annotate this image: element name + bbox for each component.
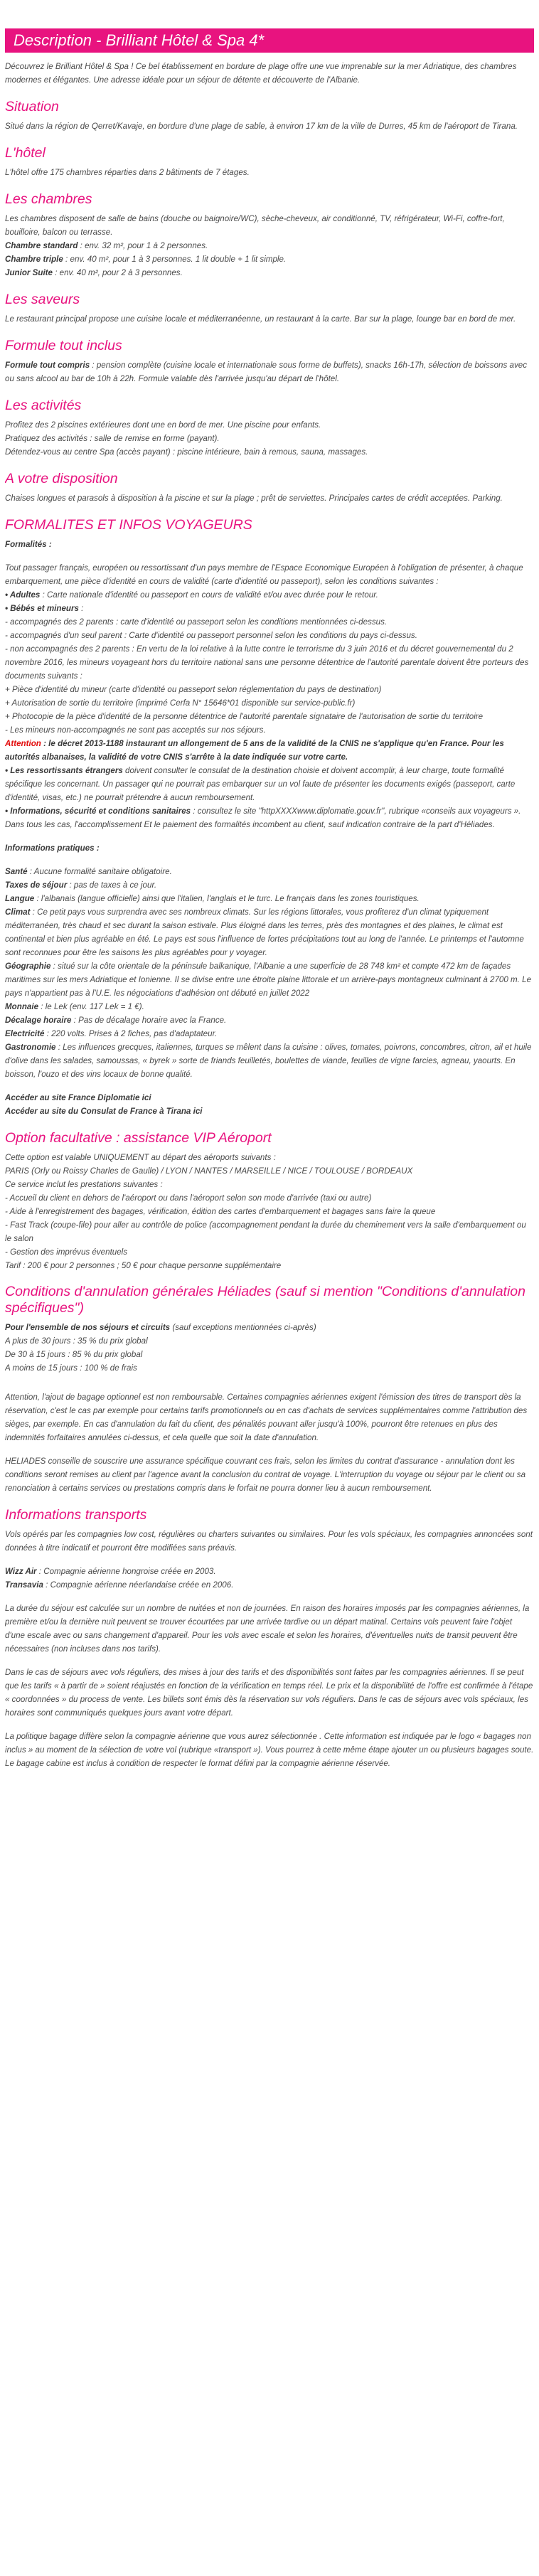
bebes-text: : — [78, 604, 84, 613]
section-title-disposition: A votre disposition — [5, 471, 118, 486]
infos-pratiques-title — [5, 841, 534, 855]
vip-line-7: - Gestion des imprévus éventuels — [5, 1247, 128, 1257]
attention-label: Attention — [5, 739, 41, 748]
chambre-standard-text: : env. 32 m², pour 1 à 2 personnes. — [78, 241, 208, 250]
vip-line-8: Tarif : 200 € pour 2 personnes ; 50 € pour chaque personne supplémentaire — [5, 1261, 282, 1270]
sante-label: Santé — [5, 867, 28, 876]
france-diplomatie-link-label: Accéder au site France Diplomatie ici — [5, 1093, 151, 1102]
bebes — [5, 602, 534, 615]
section-title-vip: Option facultative : assistance VIP Aéroport — [5, 1130, 272, 1146]
attention-text: : le décret 2013-1188 instaurant un allongement de 5 ans de la validité de la CNIS ne s'applique qu'en France. Pour les autorités albanaises, la validité de votre CNIS s'arrête à la date indiquée sur votre carte. — [5, 739, 504, 762]
page — [5, 0, 534, 1770]
chambre-standard — [5, 239, 534, 252]
transports-p3: Dans le cas de séjours avec vols réguliers, des mises à jour des tarifs et des disponibilités sont faites par les compagnies aériennes. Il se peut que les tarifs « à partir de » soient réajustés en fonction de la vérification en temps réel. Le prix et la disponibilité de l'offre est confirmée à l'étape « coordonnées » du process de vente. Les billets sont émis dès la réservation sur vols réguliers. Dans le cas de séjours avec vols spéciaux, les horaires sont communiqués quelques jours avant votre départ. — [5, 1668, 533, 1718]
junior-suite — [5, 266, 534, 280]
formalites-subtitle — [5, 538, 534, 551]
transavia-text: : Compagnie aérienne néerlandaise créée en 2006. — [43, 1580, 234, 1590]
section-title-saveurs: Les saveurs — [5, 292, 80, 307]
formalites-subtitle-label: Formalités : — [5, 540, 52, 549]
langue — [5, 892, 534, 905]
saveurs-text: Le restaurant principal propose une cuisine locale et méditerranéenne, un restaurant à la carte. Bar sur la plage, lounge bar en bord de mer. — [5, 314, 516, 324]
intro-text: Découvrez le Brilliant Hôtel & Spa ! Ce bel établissement en bordure de plage offre une vue imprenable sur la mer Adriatique, des chambres modernes et élégantes. Une adresse idéale pour un séjour de détente et découverte de l'Albanie. — [5, 62, 517, 85]
bebes-item-3: - non accompagnés des 2 parents : En vertu de la loi relative à la lutte contre le terrorisme du 3 juin 2016 et du décret gouvernemental du 2 novembre 2016, les mineurs voyageant hors du territoire national sans une personne détentrice de l'autorité parentale doivent être porteurs des documents suivants : — [5, 644, 529, 681]
vip-line-2: PARIS (Orly ou Roissy Charles de Gaulle) / LYON / NANTES / MARSEILLE / NICE / TOULOUSE / BORDEAUX — [5, 1166, 413, 1176]
infos-pratiques-label: Informations pratiques : — [5, 843, 100, 853]
wizz-air-text: : Compagnie aérienne hongroise créée en 2003. — [36, 1567, 216, 1576]
annulation-rule-2: De 30 à 15 jours : 85 % du prix global — [5, 1350, 143, 1359]
geographie-text: : situé sur la côte orientale de la péninsule balkanique, l'Albanie a une superficie de 28 748 km² et compte 472 km de façades maritimes sur les mers Adriatique et Ionienne. Il se divise entre une étroite plaine littorale et un arrière-pays montagneux culminant à 2700 m. Le pays n'appartient pas à l'U.E. les négociations d'adhésion ont débuté en juillet 2022 — [5, 962, 532, 998]
monnaie-text: : le Lek (env. 117 Lek = 1 €). — [38, 1002, 144, 1011]
electricite-text: : 220 volts. Prises à 2 fiches, pas d'adaptateur. — [44, 1029, 218, 1038]
decalage-text: : Pas de décalage horaire avec la France. — [71, 1016, 227, 1025]
electricite-label: Electricité — [5, 1029, 45, 1038]
consulat-tirana-link[interactable] — [5, 1107, 203, 1116]
wizz-air — [5, 1565, 534, 1578]
section-title-chambres: Les chambres — [5, 191, 92, 207]
taxes-text: : pas de taxes à ce jour. — [67, 880, 157, 890]
junior-suite-text: : env. 40 m², pour 2 à 3 personnes. — [53, 268, 183, 277]
taxes — [5, 878, 534, 892]
formule-label: Formule tout compris — [5, 361, 90, 370]
adultes-label: • Adultes — [5, 590, 41, 600]
ressortissants-label: • Les ressortissants étrangers — [5, 766, 123, 775]
informations-securite-label: • Informations, sécurité et conditions sanitaires — [5, 807, 191, 816]
section-title-formalites: FORMALITES ET INFOS VOYAGEURS — [5, 517, 252, 533]
activites-line-3: Détendez-vous au centre Spa (accès payant) : piscine intérieure, bain à remous, sauna, massages. — [5, 447, 368, 457]
adultes — [5, 588, 534, 602]
chambre-triple-label: Chambre triple — [5, 255, 63, 264]
section-title-transports: Informations transports — [5, 1507, 147, 1523]
section-title-formule: Formule tout inclus — [5, 338, 122, 353]
bebes-item-4: + Pièce d'identité du mineur (carte d'identité ou passeport selon réglementation du pays de destination) — [5, 685, 382, 694]
taxes-label: Taxes de séjour — [5, 880, 68, 890]
bebes-item-5: + Autorisation de sortie du territoire (imprimé Cerfa N° 15646*01 disponible sur service-public.fr) — [5, 698, 356, 708]
activites-line-2: Pratiquez des activités : salle de remise en forme (payant). — [5, 434, 220, 443]
description-banner: Description - Brilliant Hôtel & Spa 4* — [5, 28, 534, 53]
transavia — [5, 1578, 534, 1592]
annulation-p2: HELIADES conseille de souscrire une assurance spécifique couvrant ces frais, selon les limites du contrat d'assurance - annulation dont les conditions seront remises au client par l'agence avant la conclusion du contrat de voyage. L'interruption du voyage ou séjour par le client ou sa renonciation à certains services ou prestations compris dans le forfait ne pourra donner lieu à aucun remboursement. — [5, 1457, 526, 1493]
langue-label: Langue — [5, 894, 35, 903]
adultes-text: : Carte nationale d'identité ou passeport en cours de validité et/ou avec durée pour le retour. — [40, 590, 378, 600]
bebes-item-7: - Les mineurs non-accompagnés ne sont pas acceptés sur nos séjours. — [5, 725, 266, 735]
climat-label: Climat — [5, 908, 31, 917]
formalites-p1: Tout passager français, européen ou ressortissant d'un pays membre de l'Espace Economique Européen à l'obligation de présenter, à chaque embarquement, une pièce d'identité en cours de validité (carte d'identité ou passeport), selon les conditions suivantes : — [5, 563, 523, 586]
situation-text: Situé dans la région de Qerret/Kavaje, en bordure d'une plage de sable, à environ 17 km de la ville de Durres, 45 km de l'aéroport de Tirana. — [5, 122, 518, 131]
bebes-label: • Bébés et mineurs — [5, 604, 79, 613]
gastronomie-label: Gastronomie — [5, 1043, 56, 1052]
attention — [5, 737, 534, 764]
wizz-air-label: Wizz Air — [5, 1567, 37, 1576]
junior-suite-label: Junior Suite — [5, 268, 53, 277]
langue-text: : l'albanais (langue officielle) ainsi que l'italien, l'anglais et le turc. Le français dans les zones touristiques. — [34, 894, 420, 903]
chambres-text: Les chambres disposent de salle de bains (douche ou baignoire/WC), sèche-cheveux, air conditionné, TV, réfrigérateur, Wi-Fi, coffre-fort, bouilloire, balcon ou terrasse. — [5, 214, 505, 237]
ressortissants — [5, 764, 534, 804]
vip-line-4: - Accueil du client en dehors de l'aéroport ou dans l'aéroport selon son mode d'arrivée (taxi ou autre) — [5, 1193, 372, 1203]
section-title-situation: Situation — [5, 99, 59, 115]
vip-line-5: - Aide à l'enregistrement des bagages, vérification, édition des cartes d'embarquement et bagages sans faire la queue — [5, 1207, 436, 1216]
gastronomie-text: : Les influences grecques, italiennes, turques se mêlent dans la cuisine : olives, tomates, poivrons, concombres, citron, ail et huile d'olive dans les salades, samoussas, « byrek » sorte de friands feuilletés, boulettes de viande, feuilles de vigne farcies, agneau, yaourts. En boisson, l'ouzo et des vins locaux de bonne qualité. — [5, 1043, 532, 1079]
section-title-hotel: L'hôtel — [5, 145, 46, 161]
consulat-tirana-link-label: Accéder au site du Consulat de France à Tirana ici — [5, 1107, 203, 1116]
bebes-item-6: + Photocopie de la pièce d'identité de la personne détentrice de l'autorité parentale signataire de l'autorisation de sortie du territoire — [5, 712, 484, 721]
france-diplomatie-link[interactable] — [5, 1093, 151, 1102]
annulation-rule-3: A moins de 15 jours : 100 % de frais — [5, 1363, 137, 1373]
ressortissants-text: doivent consulter le consulat de la destination choisie et doivent accomplir, à leur charge, toute formalité spécifique les concernant. Un passager qui ne pourrait pas embarquer sur un vol faute de présenter les documents exigés (passeport, carte d'identité, visas, etc.) ne pourrait prétendre à aucun remboursement. — [5, 766, 516, 802]
climat — [5, 905, 534, 959]
formule-body: : pension complète (cuisine locale et internationale sous forme de buffets), snacks 16h-17h, sélection de boissons avec ou sans alcool au bar de 10h à 22h. Formule valable dès l'arrivée jusqu'au départ de l'hôtel. — [5, 361, 527, 383]
electricite — [5, 1027, 534, 1040]
annulation-subtitle — [5, 1321, 534, 1334]
annulation-subtitle-label: Pour l'ensemble de nos séjours et circuits — [5, 1323, 171, 1332]
vip-line-1: Cette option est valable UNIQUEMENT au départ des aéroports suivants : — [5, 1153, 276, 1162]
geographie — [5, 959, 534, 1000]
chambre-triple — [5, 252, 534, 266]
vip-line-3: Ce service inclut les prestations suivantes : — [5, 1180, 163, 1189]
decalage — [5, 1013, 534, 1027]
hotel-text: L'hôtel offre 175 chambres réparties dans 2 bâtiments de 7 étages. — [5, 168, 250, 177]
informations-securite-text: : consultez le site "httpXXXXwww.diplomatie.gouv.fr", rubrique «conseils aux voyageurs ». Dans tous les cas, l'accomplissement Et le paiement des formalités incombent au client, sauf indication contraire de la part d'Héliades. — [5, 807, 521, 829]
section-title-activites: Les activités — [5, 398, 82, 413]
decalage-label: Décalage horaire — [5, 1016, 72, 1025]
transports-p4: La politique bagage diffère selon la compagnie aérienne que vous aurez sélectionnée . Cette information est indiquée par le logo « bagages non inclus » au moment de la sélection de votre vol (rubrique «transport »). Vous pourrez à cette même étape ajouter un ou plusieurs bagages soute. Le bagage cabine est inclus à condition de respecter le format défini par la compagnie aérienne réservée. — [5, 1732, 534, 1768]
transavia-label: Transavia — [5, 1580, 43, 1590]
vip-line-6: - Fast Track (coupe-file) pour aller au contrôle de police (accompagnement pendant la durée du cheminement vers la salle d'embarquement ou le salon — [5, 1220, 526, 1243]
climat-text: : Ce petit pays vous surprendra avec ses nombreux climats. Sur les régions littorales, vous profiterez d'un climat typiquement méditerranéen, très chaud et sec durant la saison estivale. Plus éloigné dans les terres, près des montagnes et des plaines, le climat est continental et bien plus agréable en été. Le pays est sous l'influence de fortes précipitations tout au long de l'année. Le printemps et l'automne sont reconnues pour être les saisons les plus agréables pour y voyager. — [5, 908, 524, 957]
informations-securite — [5, 804, 534, 831]
sante — [5, 865, 534, 878]
chambre-triple-text: : env. 40 m², pour 1 à 3 personnes. 1 lit double + 1 lit simple. — [63, 255, 287, 264]
annulation-p1: Attention, l'ajout de bagage optionnel est non remboursable. Certaines compagnies aériennes exigent l'émission des titres de transport dès la réservation, c'est le cas par exemple pour certains tarifs promotionnels ou en cas d'achats de services supplémentaires comme l'attribution des sièges, par exemple. En cas d'annulation du fait du client, des pénalités pouvant aller jusqu'à 100%, pourront être retenues en plus des indemnités forfaitaires annulées ci-dessus, et cela quelle que soit la date d'annulation. — [5, 1393, 528, 1442]
geographie-label: Géographie — [5, 962, 51, 971]
section-title-annulation: Conditions d'annulation générales Héliades (sauf si mention "Conditions d'annulation spécifiques") — [5, 1284, 526, 1316]
disposition-text: Chaises longues et parasols à disposition à la piscine et sur la plage ; prêt de serviettes. Principales cartes de crédit acceptées. Parking. — [5, 494, 503, 503]
sante-text: : Aucune formalité sanitaire obligatoire. — [27, 867, 172, 876]
gastronomie — [5, 1040, 534, 1081]
monnaie-label: Monnaie — [5, 1002, 39, 1011]
bebes-item-2: - accompagnés d'un seul parent : Carte d'identité ou passeport personnel selon les conditions du pays ci-dessus. — [5, 631, 417, 640]
annulation-subtitle-text: (sauf exceptions mentionnées ci-après) — [170, 1323, 316, 1332]
activites-line-1: Profitez des 2 piscines extérieures dont une en bord de mer. Une piscine pour enfants. — [5, 420, 321, 430]
transports-p2: La durée du séjour est calculée sur un nombre de nuitées et non de journées. En raison des horaires imposés par les compagnies aériennes, la première et/ou la dernière nuit peuvent se trouver écourtées par une arrivée tardive ou un départ matinal. Certains vols peuvent faire l'objet d'une escale avec ou sans changement d'appareil. Pour les vols avec escale et selon les horaires, d'éventuelles nuits de transit peuvent être nécessaires (non incluses dans nos tarifs). — [5, 1604, 530, 1654]
transports-p1: Vols opérés par les compagnies low cost, régulières ou charters suivantes ou similaires. Pour les vols spéciaux, les compagnies annoncées sont données à titre indicatif et pourront être modifiées sans préavis. — [5, 1530, 533, 1553]
bebes-item-1: - accompagnés des 2 parents : carte d'identité ou passeport selon les conditions mentionnées ci-dessus. — [5, 617, 388, 627]
chambre-standard-label: Chambre standard — [5, 241, 78, 250]
formule-text — [5, 358, 534, 385]
annulation-rule-1: A plus de 30 jours : 35 % du prix global — [5, 1336, 148, 1346]
monnaie — [5, 1000, 534, 1013]
